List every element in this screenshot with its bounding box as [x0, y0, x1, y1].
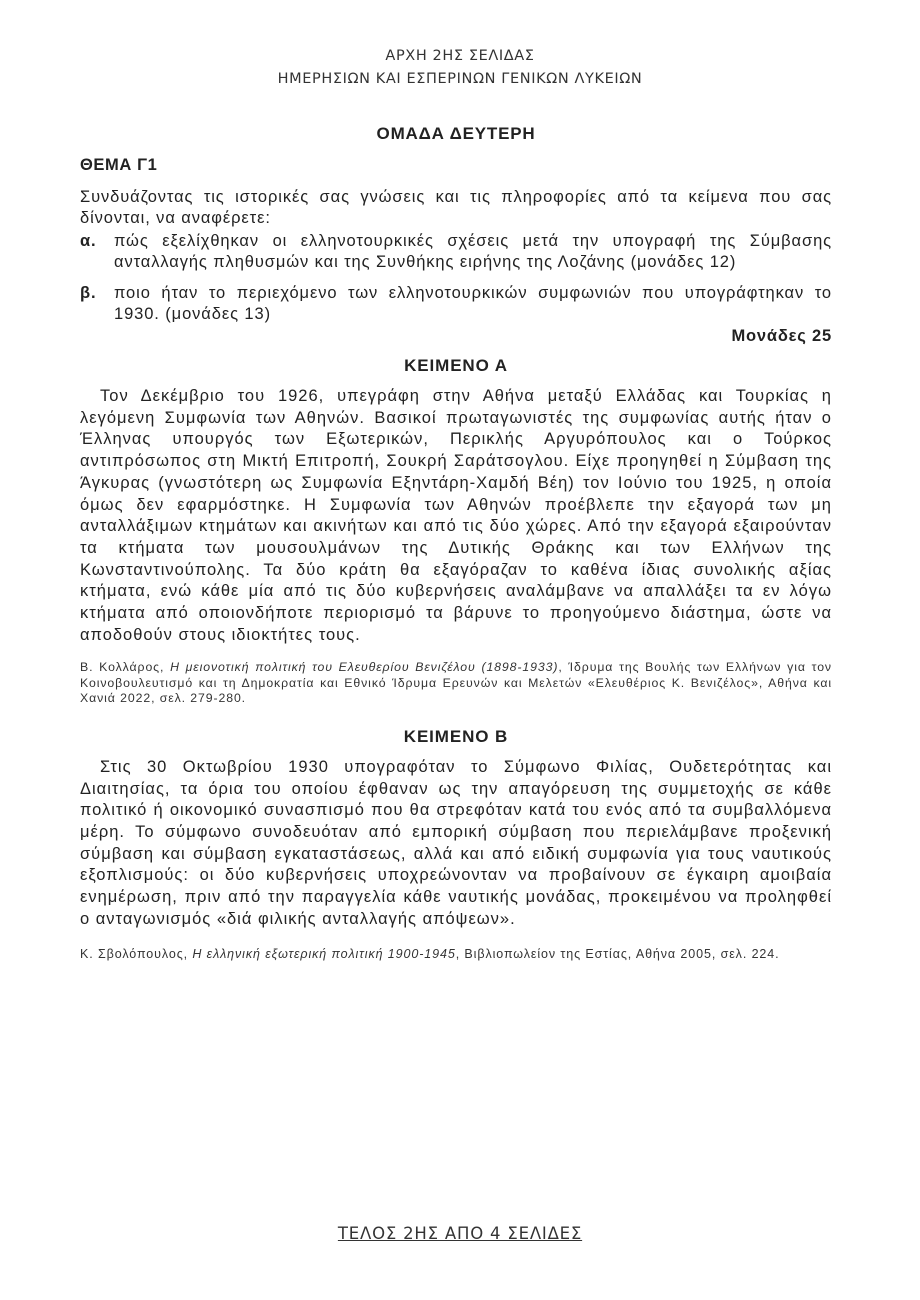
page-footer: ΤΕΛΟΣ 2ΗΣ ΑΠΟ 4 ΣΕΛΙΔΕΣ: [337, 1224, 583, 1243]
question-letter: β.: [80, 284, 97, 302]
text-a-citation: [80, 660, 832, 707]
citation-rest: , Βιβλιοπωλείον της Εστίας, Αθήνα 2005, σελ. 224.: [455, 946, 780, 961]
text-b-citation: [80, 943, 832, 965]
text-a-body: Τον Δεκέμβριο του 1926, υπεγράφη στην Αθήνα μεταξύ Ελλάδας και Τουρκίας η λεγόμενη Συμφωνία των Αθηνών. Βασικοί πρωταγωνιστές της συμφωνίας αυτής ήταν ο Έλληνας υπουργός των Εξωτερικών, Περικλής Αργυρόπουλος και ο Τούρκος αντιπρόσωπος στη Μικτή Επιτροπή, Σουκρή Σαράτσογλου. Είχε προηγηθεί η Σύμβαση της Άγκυρας (γνωστότερη ως Συμφωνία Εξηντάρη-Χαμδή Βέη) τον Ιούνιο του 1925, η οποία όμως δεν εφαρμόστηκε. Η Συμφωνία των Αθηνών προέβλεπε την εξαγορά των μη ανταλλάξιμων κτημάτων και ακινήτων και από τις δύο χώρες. Από την εξαγορά εξαιρούνταν τα κτήματα των μουσουλμάνων της Δυτικής Θράκης και των Ελλήνων της Κωνσταντινούπολης. Τα δύο κράτη θα εξαγόραζαν το καθένα ίδιας συνολικής αξίας κτήματα, ενώ κάθε μία από τις δύο κυβερνήσεις αναλάμβανε να απαλλάξει τα εν λόγω κτήματα από οποιονδήποτε περιορισμό τα βάρυνε το προηγούμενο διάστημα, ώστε να αποδοθούν στους ιδιοκτήτες τους.: [80, 387, 832, 644]
text-b-body: Στις 30 Οκτωβρίου 1930 υπογραφόταν το Σύμφωνο Φιλίας, Ουδετερότητας και Διαιτησίας, τα όρια του οποίου έφθαναν ως την απαγόρευση της συμμετοχής σε κάθε πολιτικό ή οικονομικό συνασπισμό που θα στρεφόταν κατά του ενός από τα συμβαλλόμενα μέρη. Το σύμφωνο συνοδευόταν από εμπορική σύμβαση που περιελάμβανε προξενική σύμβαση και σύμβαση εγκαταστάσεως, αλλά και από ειδική συμφωνία για τους ναυτικούς εξοπλισμούς: οι δύο κυβερνήσεις υποχρεώνονταν να προβαίνουν σε έγκαιρη αμοιβαία ενημέρωση, πριν από την παραγγελία κάθε ναυτικής μονάδας, προκειμένου να προληφθεί ο ανταγωνισμός «διά φιλικής ανταλλαγής απόψεων».: [80, 757, 832, 928]
citation-author: Κ. Σβολόπουλος,: [80, 946, 193, 961]
topic-heading: ΘΕΜΑ Γ1: [80, 156, 158, 174]
question-letter: α.: [80, 232, 97, 250]
question-text: πώς εξελίχθηκαν οι ελληνοτουρκικές σχέσεις μετά την υπογραφή της Σύμβασης ανταλλαγής πληθυσμών και της Συνθήκης ειρήνης της Λοζάνης (μονάδες 12): [114, 232, 832, 271]
text-b-title: ΚΕΙΜΕΝΟ Β: [403, 726, 509, 746]
page-header-start: ΑΡΧΗ 2ΗΣ ΣΕΛΙΔΑΣ: [385, 48, 535, 64]
citation-rest: , Ίδρυμα της Βουλής των Ελλήνων για τον Κοινοβουλευτισμό και τη Δημοκρατία και Εθνικό Ίδρυμα Ερευνών και Μελετών «Ελευθέριος Κ. Βενιζέλος», Αθήνα και Χανιά 2022, σελ. 279-280.: [80, 660, 832, 706]
question-item: [80, 283, 832, 325]
marks-total: Μονάδες 25: [731, 327, 832, 345]
exam-content: [80, 124, 832, 965]
citation-author: Β. Κολλάρος,: [80, 660, 171, 675]
citation-work: Η μειονοτική πολιτική του Ελευθερίου Βενιζέλου (1898-1933): [170, 660, 559, 675]
question-item: [80, 231, 832, 273]
citation-work: Η ελληνική εξωτερική πολιτική 1900-1945: [192, 946, 456, 961]
text-a-title: ΚΕΙΜΕΝΟ Α: [404, 356, 508, 375]
group-title: ΟΜΑΔΑ ΔΕΥΤΕΡΗ: [376, 124, 536, 143]
question-intro: Συνδυάζοντας τις ιστορικές σας γνώσεις και τις πληροφορίες από τα κείμενα που σας δίνονται, να αναφέρετε:: [80, 188, 832, 227]
page-header-school: ΗΜΕΡΗΣΙΩΝ ΚΑΙ ΕΣΠΕΡΙΝΩΝ ΓΕΝΙΚΩΝ ΛΥΚΕΙΩΝ: [277, 71, 643, 87]
question-text: ποιο ήταν το περιεχόμενο των ελληνοτουρκικών συμφωνιών που υπογράφτηκαν το 1930. (μονάδες 13): [114, 284, 832, 323]
